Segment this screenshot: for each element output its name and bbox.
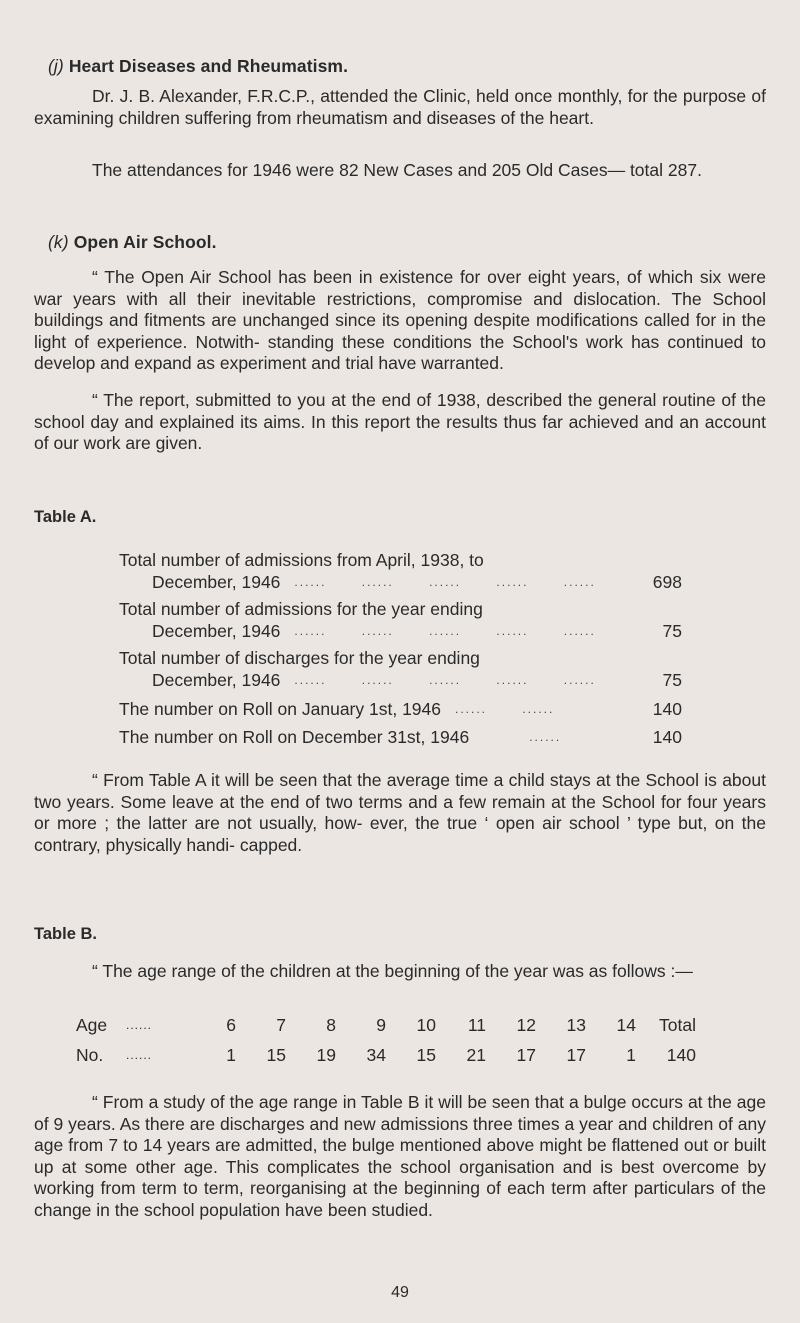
table-a-row-value: 698 <box>652 572 682 592</box>
age-cell: 12 <box>516 1014 536 1035</box>
table-b-intro: “ The age range of the children at the beginning of the year was as follows :— <box>92 961 693 981</box>
age-cell: 10 <box>416 1014 436 1035</box>
table-a-row-label: Total number of admissions from April, 1938, to <box>119 550 484 570</box>
table-a-row <box>119 726 682 748</box>
age-cell: 7 <box>276 1014 286 1035</box>
table-a-row <box>119 549 682 593</box>
table-a-row-label-cont: December, 1946 <box>152 621 281 641</box>
count-cell: 34 <box>366 1044 386 1065</box>
page-number: 49 <box>391 1284 409 1301</box>
table-a-title: Table A. <box>34 508 97 526</box>
section-j-title: Heart Diseases and Rheumatism. <box>68 56 349 76</box>
table-b-title: Table B. <box>34 925 97 943</box>
count-cell: 1 <box>626 1044 636 1065</box>
age-cell: 6 <box>226 1014 236 1035</box>
count-cell: 17 <box>566 1044 586 1065</box>
table-a-row-value: 75 <box>662 670 682 690</box>
leader-dots: ...... <box>126 1048 153 1062</box>
leader-dots: ...... <box>126 1018 153 1032</box>
count-cell: 21 <box>466 1044 486 1065</box>
age-cell: 9 <box>376 1014 386 1035</box>
table-a-row-label: Total number of discharges for the year ending <box>119 648 480 668</box>
table-a-commentary: “ From Table A it will be seen that the average time a child stays at the School is about two years. Some leave at the end of two terms and a few remain at the School for four years or more ; the latter are not usually, how- ever, the true ‘ open air school ’ type but, on the contrary, physically handi- capped. <box>34 770 766 855</box>
table-a-row <box>119 598 682 642</box>
age-cell: 14 <box>616 1014 636 1035</box>
table-a-row-label: The number on Roll on December 31st, 1946 <box>119 727 470 747</box>
section-j-paragraph-1: Dr. J. B. Alexander, F.R.C.P., attended the Clinic, held once monthly, for the purpose of examining children suffering from rheumatism and diseases of the heart. <box>34 86 766 128</box>
section-j-paragraph-2: The attendances for 1946 were 82 New Cases and 205 Old Cases— total 287. <box>92 160 702 180</box>
section-k-label: (k) <box>48 232 69 252</box>
table-a-row-value: 140 <box>652 727 682 747</box>
count-row-label: No. <box>76 1044 104 1065</box>
table-a-row <box>119 647 682 691</box>
leader-dots: ...... <box>529 730 562 744</box>
age-cell: 11 <box>467 1014 486 1035</box>
table-a-row-value: 140 <box>652 699 682 719</box>
table-b-commentary: “ From a study of the age range in Table B it will be seen that a bulge occurs at the age of 9 years. As there are discharges and new admissions three times a year and children of any age from 7 to 14 years are admitted, the bulge mentioned above might be flattened out or built up at some other age. This complicates the school organisation and is best overcome by working from term to term, reorganising at the beginning of each term after particulars of the change in the school population have been studied. <box>34 1092 766 1220</box>
age-row <box>76 1010 746 1040</box>
table-a-row-label: Total number of admissions for the year ending <box>119 599 483 619</box>
count-cell: 1 <box>226 1044 236 1065</box>
leader-dots: ...... ...... ...... ...... ...... <box>294 673 596 687</box>
count-cell: 19 <box>316 1044 336 1065</box>
age-cell: 13 <box>566 1014 586 1035</box>
total-header: Total <box>659 1014 696 1035</box>
age-row-label: Age <box>76 1014 108 1035</box>
age-cell: 8 <box>326 1014 336 1035</box>
leader-dots: ...... ...... <box>455 702 555 716</box>
table-a-row-label-cont: December, 1946 <box>152 572 281 592</box>
section-k-title: Open Air School. <box>73 232 217 252</box>
count-cell: 15 <box>266 1044 286 1065</box>
count-row <box>76 1040 746 1070</box>
section-k-paragraph-2: “ The report, submitted to you at the end of 1938, described the general routine of the school day and explained its aims. In this report the results thus far achieved and an account of our work are given. <box>34 390 766 453</box>
section-k-paragraph-1: “ The Open Air School has been in existence for over eight years, of which six were war years with all their inevitable restrictions, compromise and dislocation. The School buildings and fitments are unchanged since its opening despite modifications called for in the light of experience. Notwith- standing these conditions the School's work has continued to develop and expand as experiment and trial have warranted. <box>34 267 766 373</box>
section-j-heading <box>48 56 348 77</box>
age-table <box>76 1010 746 1070</box>
count-cell: 17 <box>516 1044 536 1065</box>
table-a-row-label-cont: December, 1946 <box>152 670 281 690</box>
leader-dots: ...... ...... ...... ...... ...... <box>294 575 596 589</box>
table-a-row <box>119 698 682 720</box>
total-value: 140 <box>666 1044 696 1065</box>
count-cell: 15 <box>416 1044 436 1065</box>
table-a-row-label: The number on Roll on January 1st, 1946 <box>119 699 441 719</box>
table-a-row-value: 75 <box>662 621 682 641</box>
section-j-label: (j) <box>48 56 64 76</box>
leader-dots: ...... ...... ...... ...... ...... <box>294 624 596 638</box>
section-k-heading <box>48 232 217 253</box>
